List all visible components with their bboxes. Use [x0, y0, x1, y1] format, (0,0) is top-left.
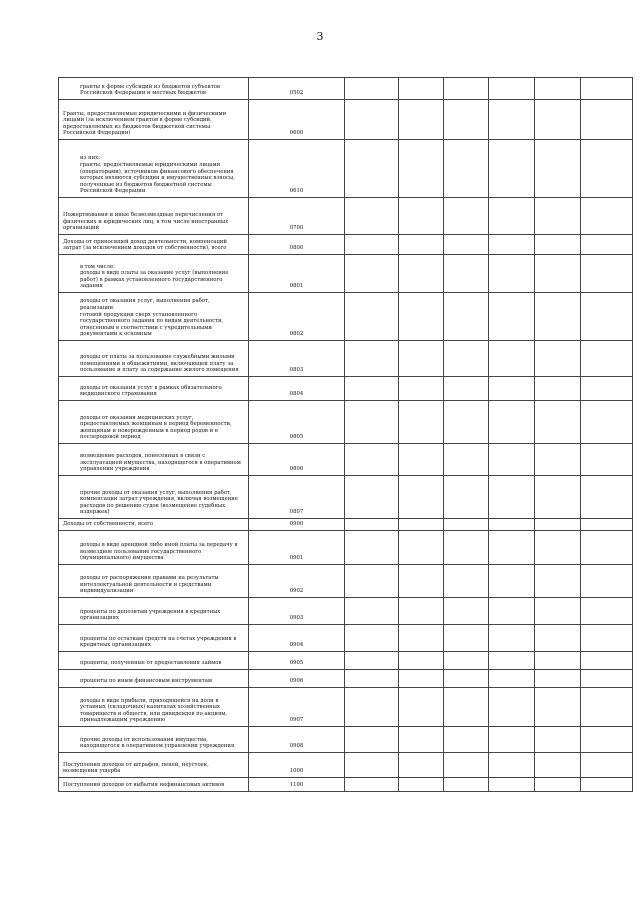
empty-value-cell [535, 78, 581, 100]
empty-value-cell [489, 625, 535, 652]
table-row [59, 377, 633, 401]
row-code: 0907 [249, 688, 345, 727]
empty-value-cell [489, 778, 535, 792]
empty-value-cell [535, 688, 581, 727]
empty-value-cell [581, 377, 633, 401]
empty-value-cell [535, 293, 581, 341]
empty-value-cell [489, 598, 535, 625]
empty-value-cell [399, 727, 444, 753]
row-name: доходы в виде прибыли, приходящейся на доли в уставных (складочных) капиталах хозяйственных товариществ и обществ, или дивидендов по акциям, принадлежащим учреждению [80, 697, 228, 724]
page-number: 3 [316, 30, 324, 43]
empty-value-cell [581, 78, 633, 100]
empty-value-cell [535, 670, 581, 688]
row-name: доходы от оказания услуг в рамках обязательного медицинского страхования [80, 384, 222, 398]
empty-value-cell [535, 198, 581, 235]
row-code: 0502 [249, 78, 345, 100]
empty-value-cell [444, 100, 489, 140]
row-code: 0805 [249, 401, 345, 444]
row-name: Гранты, предоставляемые юридическими и физическими лицами (за исключением грантов в форме субсидий, предоставляемых из бюджетов бюджетной системы Российской Федерации) [63, 110, 227, 137]
empty-value-cell [489, 377, 535, 401]
empty-value-cell [345, 688, 399, 727]
row-name: Доходы от собственности, всего [63, 521, 154, 528]
row-name-cell [59, 688, 249, 727]
empty-value-cell [444, 670, 489, 688]
empty-value-cell [345, 255, 399, 293]
empty-value-cell [399, 78, 444, 100]
row-code: 0802 [249, 293, 345, 341]
row-name-cell [59, 401, 249, 444]
empty-value-cell [399, 670, 444, 688]
empty-value-cell [581, 293, 633, 341]
empty-value-cell [345, 519, 399, 531]
empty-value-cell [444, 688, 489, 727]
row-name: проценты по остаткам средств на счетах учреждения в кредитных организациях [80, 635, 237, 649]
empty-value-cell [444, 78, 489, 100]
empty-value-cell [581, 778, 633, 792]
table-row [59, 727, 633, 753]
empty-value-cell [345, 476, 399, 519]
empty-value-cell [444, 778, 489, 792]
row-name-cell [59, 625, 249, 652]
empty-value-cell [489, 78, 535, 100]
empty-value-cell [345, 401, 399, 444]
table-row [59, 444, 633, 476]
empty-value-cell [489, 198, 535, 235]
empty-value-cell [581, 100, 633, 140]
table-row [59, 255, 633, 293]
empty-value-cell [581, 255, 633, 293]
table-row [59, 293, 633, 341]
table-row [59, 341, 633, 377]
empty-value-cell [489, 753, 535, 778]
empty-value-cell [581, 531, 633, 565]
empty-value-cell [345, 341, 399, 377]
row-code: 0902 [249, 565, 345, 598]
row-code: 0800 [249, 235, 345, 255]
row-name-cell [59, 519, 249, 531]
empty-value-cell [489, 235, 535, 255]
table-row [59, 476, 633, 519]
empty-value-cell [444, 377, 489, 401]
row-code: 0806 [249, 444, 345, 476]
empty-value-cell [399, 531, 444, 565]
row-code: 0804 [249, 377, 345, 401]
empty-value-cell [489, 341, 535, 377]
empty-value-cell [444, 531, 489, 565]
empty-value-cell [581, 198, 633, 235]
empty-value-cell [399, 255, 444, 293]
row-name: доходы от оказания медицинских услуг, предоставляемых женщинам в период беременности, женщинам и новорожденным в период родов и в послеродовой период [80, 414, 232, 441]
empty-value-cell [399, 476, 444, 519]
empty-value-cell [489, 652, 535, 670]
empty-value-cell [345, 293, 399, 341]
empty-value-cell [489, 727, 535, 753]
empty-value-cell [535, 377, 581, 401]
empty-value-cell [444, 140, 489, 198]
row-name: из них: гранты, предоставляемые юридическими лицами (операторами), источником финансового обеспечения которых являются субсидии и имущественные взносы, полученные из бюджетов бюджетной системы Российской Федерации [80, 155, 235, 195]
empty-value-cell [345, 140, 399, 198]
table-row [59, 531, 633, 565]
empty-value-cell [581, 652, 633, 670]
empty-value-cell [444, 519, 489, 531]
empty-value-cell [581, 401, 633, 444]
empty-value-cell [535, 235, 581, 255]
row-name-cell [59, 476, 249, 519]
row-name-cell [59, 565, 249, 598]
row-name: проценты по иным финансовым инструментам [80, 678, 213, 685]
empty-value-cell [345, 625, 399, 652]
empty-value-cell [581, 688, 633, 727]
empty-value-cell [345, 565, 399, 598]
row-code: 0900 [249, 519, 345, 531]
empty-value-cell [489, 519, 535, 531]
empty-value-cell [399, 778, 444, 792]
empty-value-cell [581, 598, 633, 625]
row-name: доходы от оказания услуг, выполнения работ, реализации готовой продукции сверх установленного государственного задания по видам деятельности, отнесенным в соответствии с учредительными документами к основным [80, 298, 224, 338]
row-name: Пожертвования и иные безвозмездные перечисления от физических и юридических лиц, в том числе иностранных организаций [63, 212, 229, 232]
table-row [59, 688, 633, 727]
row-name: Поступления доходов от выбытия нефинансовых активов [63, 782, 225, 789]
empty-value-cell [581, 565, 633, 598]
empty-value-cell [345, 235, 399, 255]
empty-value-cell [399, 625, 444, 652]
empty-value-cell [535, 444, 581, 476]
row-name-cell [59, 377, 249, 401]
empty-value-cell [535, 727, 581, 753]
empty-value-cell [489, 100, 535, 140]
row-code: 0600 [249, 100, 345, 140]
row-name-cell [59, 100, 249, 140]
empty-value-cell [489, 688, 535, 727]
empty-value-cell [444, 565, 489, 598]
empty-value-cell [535, 519, 581, 531]
empty-value-cell [581, 670, 633, 688]
row-name-cell [59, 670, 249, 688]
empty-value-cell [399, 688, 444, 727]
empty-value-cell [345, 100, 399, 140]
empty-value-cell [444, 476, 489, 519]
empty-value-cell [535, 778, 581, 792]
empty-value-cell [345, 652, 399, 670]
empty-value-cell [535, 401, 581, 444]
empty-value-cell [399, 598, 444, 625]
empty-value-cell [581, 625, 633, 652]
empty-value-cell [535, 531, 581, 565]
empty-value-cell [345, 444, 399, 476]
row-code: 0803 [249, 341, 345, 377]
row-name-cell [59, 444, 249, 476]
row-code: 0700 [249, 198, 345, 235]
row-name-cell [59, 235, 249, 255]
empty-value-cell [581, 753, 633, 778]
empty-value-cell [535, 753, 581, 778]
table-body [59, 78, 633, 792]
empty-value-cell [399, 341, 444, 377]
empty-value-cell [444, 598, 489, 625]
row-name: проценты, полученные от предоставления займов [80, 660, 222, 667]
table-row [59, 753, 633, 778]
empty-value-cell [581, 341, 633, 377]
empty-value-cell [444, 652, 489, 670]
row-code: 0906 [249, 670, 345, 688]
empty-value-cell [345, 727, 399, 753]
row-code: 1100 [249, 778, 345, 792]
row-name-cell [59, 198, 249, 235]
row-code: 0901 [249, 531, 345, 565]
row-code: 0807 [249, 476, 345, 519]
empty-value-cell [345, 598, 399, 625]
empty-value-cell [399, 100, 444, 140]
table-row [59, 235, 633, 255]
empty-value-cell [345, 753, 399, 778]
table-row [59, 78, 633, 100]
empty-value-cell [489, 401, 535, 444]
empty-value-cell [581, 727, 633, 753]
empty-value-cell [489, 140, 535, 198]
row-name: доходы от распоряжения правами на результаты интеллектуальной деятельности и средствами индивидуализации [80, 575, 219, 595]
empty-value-cell [399, 140, 444, 198]
row-name-cell [59, 531, 249, 565]
row-name: прочие доходы от оказания услуг, выполнения работ, компенсации затрат учреждения, включая возмещение расходов по решению судов (возмещение судебных издержек) [80, 489, 238, 516]
income-report-table [58, 77, 633, 792]
empty-value-cell [399, 652, 444, 670]
empty-value-cell [345, 198, 399, 235]
empty-value-cell [444, 444, 489, 476]
row-name: в том числе: доходы в виде платы за оказание услуг (выполнение работ) в рамках установленного государственного задания [80, 263, 229, 290]
empty-value-cell [444, 198, 489, 235]
row-name-cell [59, 753, 249, 778]
empty-value-cell [581, 519, 633, 531]
empty-value-cell [535, 341, 581, 377]
row-code: 0610 [249, 140, 345, 198]
table-row [59, 519, 633, 531]
row-name: гранты в форме субсидий из бюджетов субъектов Российской Федерации и местных бюджетов [80, 83, 220, 97]
empty-value-cell [399, 198, 444, 235]
empty-value-cell [489, 255, 535, 293]
empty-value-cell [444, 235, 489, 255]
empty-value-cell [399, 235, 444, 255]
empty-value-cell [489, 565, 535, 598]
row-name-cell [59, 78, 249, 100]
empty-value-cell [444, 255, 489, 293]
empty-value-cell [399, 519, 444, 531]
empty-value-cell [489, 476, 535, 519]
row-name: доходы в виде арендной либо иной платы за передачу в возмездное пользование государственного (муниципального) имущества [80, 542, 238, 562]
row-name-cell [59, 652, 249, 670]
empty-value-cell [581, 140, 633, 198]
table-row [59, 778, 633, 792]
empty-value-cell [489, 531, 535, 565]
table-row [59, 198, 633, 235]
row-name: доходы от платы за пользование служебными жилыми помещениями и общежитиями, включающей плату за пользование и плату за содержание жилого помещения [80, 354, 239, 374]
empty-value-cell [399, 293, 444, 341]
empty-value-cell [535, 598, 581, 625]
empty-value-cell [489, 293, 535, 341]
empty-value-cell [399, 377, 444, 401]
empty-value-cell [489, 444, 535, 476]
row-name-cell [59, 140, 249, 198]
empty-value-cell [535, 255, 581, 293]
empty-value-cell [581, 444, 633, 476]
empty-value-cell [535, 476, 581, 519]
row-name: прочие доходы от использования имущества, находящегося в оперативном управлении учреждения [80, 736, 235, 750]
empty-value-cell [535, 652, 581, 670]
empty-value-cell [345, 778, 399, 792]
empty-value-cell [444, 341, 489, 377]
empty-value-cell [489, 670, 535, 688]
empty-value-cell [345, 670, 399, 688]
row-name-cell [59, 778, 249, 792]
table-row [59, 100, 633, 140]
row-name-cell [59, 598, 249, 625]
row-name: Поступления доходов от штрафов, пеней, неустоек, возмещения ущерба [63, 761, 209, 775]
row-code: 1000 [249, 753, 345, 778]
empty-value-cell [581, 476, 633, 519]
row-name-cell [59, 341, 249, 377]
table-row [59, 598, 633, 625]
empty-value-cell [581, 235, 633, 255]
table-row [59, 565, 633, 598]
empty-value-cell [399, 401, 444, 444]
empty-value-cell [535, 140, 581, 198]
empty-value-cell [399, 565, 444, 598]
empty-value-cell [444, 293, 489, 341]
row-name: проценты по депозитам учреждения в кредитных организациях [80, 608, 221, 622]
empty-value-cell [345, 531, 399, 565]
table-row [59, 652, 633, 670]
row-code: 0903 [249, 598, 345, 625]
empty-value-cell [345, 78, 399, 100]
row-name-cell [59, 293, 249, 341]
row-name: возмещение расходов, понесенных в связи с эксплуатацией имущества, находящегося в оперативном управлении учреждения [80, 453, 241, 473]
table-row [59, 140, 633, 198]
empty-value-cell [535, 565, 581, 598]
empty-value-cell [399, 753, 444, 778]
row-name-cell [59, 255, 249, 293]
table-row [59, 401, 633, 444]
empty-value-cell [535, 625, 581, 652]
empty-value-cell [399, 444, 444, 476]
empty-value-cell [444, 401, 489, 444]
row-code: 0801 [249, 255, 345, 293]
empty-value-cell [444, 625, 489, 652]
row-code: 0908 [249, 727, 345, 753]
row-code: 0905 [249, 652, 345, 670]
empty-value-cell [345, 377, 399, 401]
empty-value-cell [535, 100, 581, 140]
row-code: 0904 [249, 625, 345, 652]
empty-value-cell [444, 727, 489, 753]
table-row [59, 625, 633, 652]
empty-value-cell [444, 753, 489, 778]
row-name: Доходы от приносящей доход деятельности, компенсаций затрат (за исключением доходов от собственности), всего [63, 238, 227, 252]
table-row [59, 670, 633, 688]
row-name-cell [59, 727, 249, 753]
